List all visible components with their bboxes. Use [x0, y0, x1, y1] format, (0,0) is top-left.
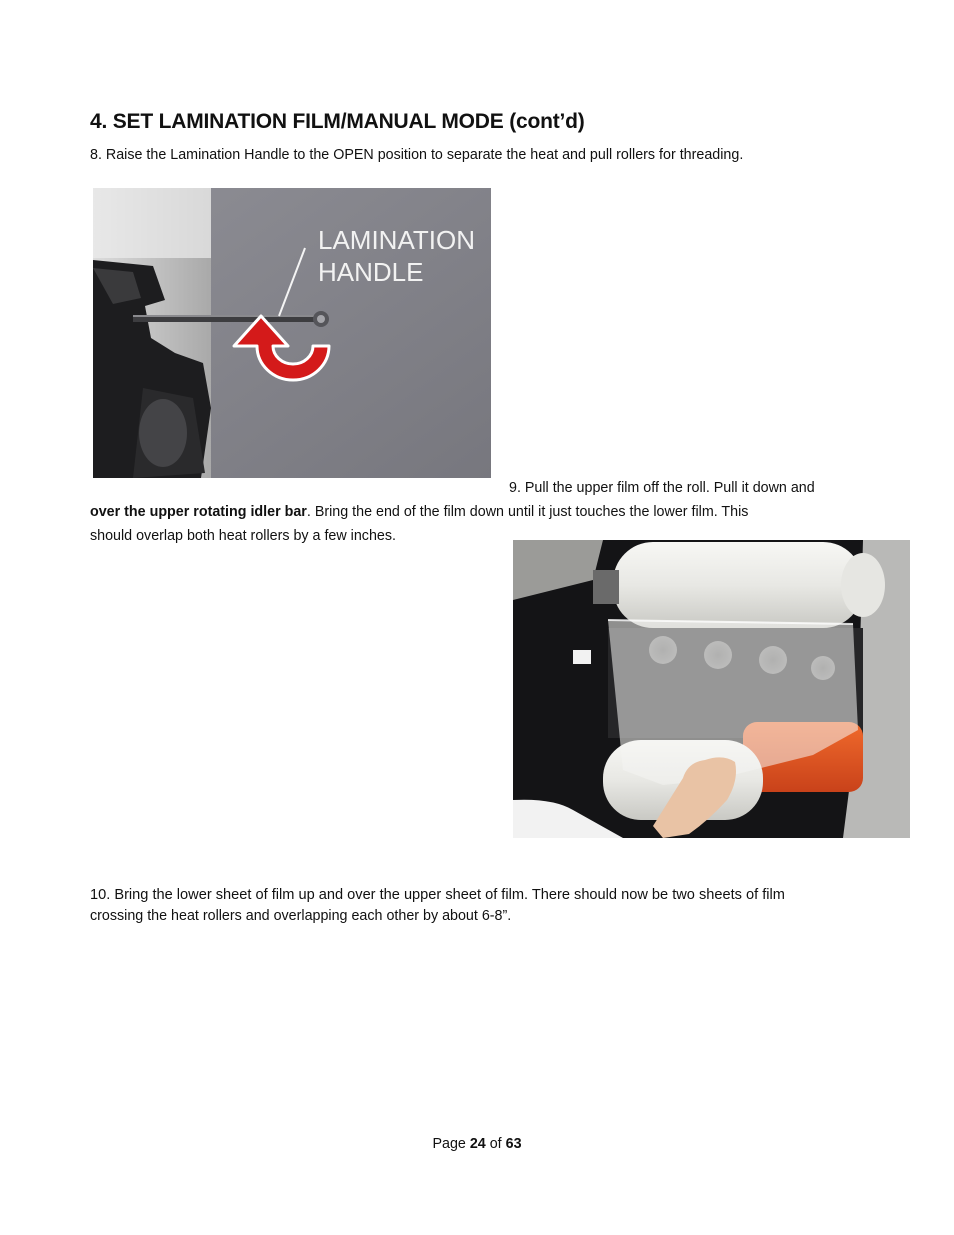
lamination-label-line1: LAMINATION	[318, 225, 475, 255]
step-8-text: 8. Raise the Lamination Handle to the OPEN position to separate the heat and pull rollers for threading.	[90, 147, 744, 163]
step-9-line3: should overlap both heat rollers by a few inches.	[90, 528, 396, 544]
section-heading: 4. SET LAMINATION FILM/MANUAL MODE (cont’d)	[90, 110, 585, 133]
page-of: of	[489, 1136, 502, 1152]
page-footer	[0, 1136, 954, 1152]
step-9-rest: . Bring the end of the film down until it just touches the lower film. This	[306, 504, 749, 520]
page-prefix: Page	[432, 1136, 466, 1152]
film-threading-photo	[513, 540, 910, 838]
step-9-text	[90, 500, 748, 524]
lamination-handle-photo	[93, 188, 491, 478]
step-9-intro: 9. Pull the upper film off the roll. Pull it down and	[509, 480, 815, 496]
lamination-label-line2: HANDLE	[318, 257, 424, 287]
step-9-bold: over the upper rotating idler bar	[90, 504, 307, 520]
page-total: 63	[505, 1136, 522, 1152]
page-number: 24	[469, 1136, 486, 1152]
step-10-line2: crossing the heat rollers and overlapping each other by about 6-8”.	[90, 908, 512, 924]
step-10-line1: 10. Bring the lower sheet of film up and over the upper sheet of film. There should now be two sheets of film	[90, 887, 785, 903]
